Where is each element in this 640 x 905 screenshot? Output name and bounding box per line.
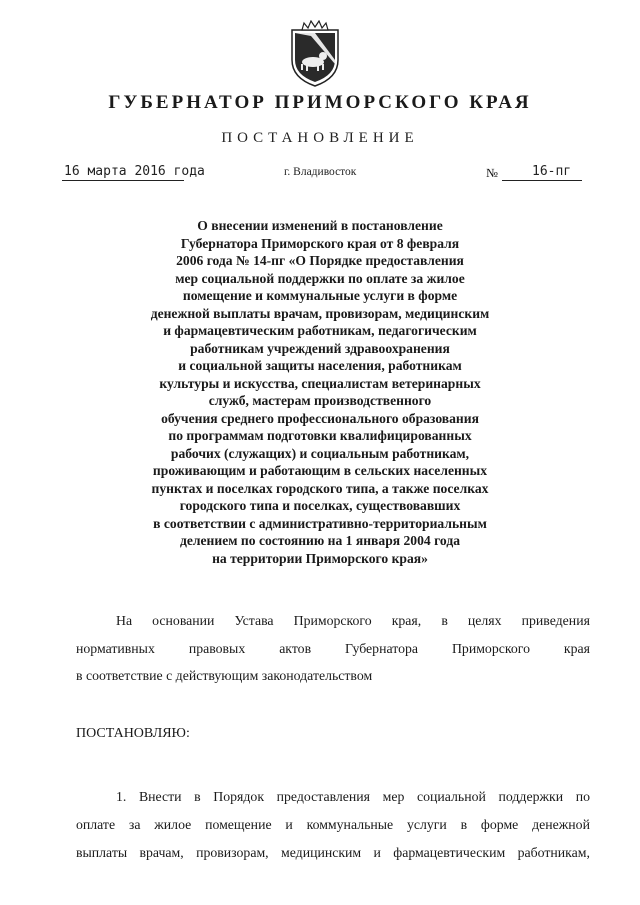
decree-heading: ПОСТАНОВЛЯЮ: [76,726,190,741]
word: мер [382,789,405,804]
document-date [64,164,205,179]
coat-of-arms-icon [288,20,342,88]
title-line: обучения среднего профессионального образования [161,410,479,426]
word: медицинским [281,845,362,860]
word: актов [279,641,312,656]
word: в [441,613,448,628]
word: Приморского [293,613,372,628]
word: врачам, [139,845,184,860]
authority-heading: ГУБЕРНАТОР ПРИМОРСКОГО КРАЯ [108,92,532,113]
title-line: работникам учреждений здравоохранения [190,340,450,356]
word: правовых [188,641,246,656]
word: 1. [116,789,127,804]
word: услуги [406,817,447,832]
basis-line-1 [76,613,590,629]
word: денежной [532,817,590,832]
number-value: 16-пг [532,164,572,179]
word: оплате [76,817,116,832]
title-line: на территории Приморского края» [212,550,428,566]
title-line: в соответствии с административно-территориальным [153,515,487,531]
title-line: и социальной защиты населения, работникам [178,358,462,373]
item-1-line-1 [76,789,590,805]
title-line: денежной выплаты врачам, провизорам, медицинским [150,305,490,321]
word: Внести [138,789,182,804]
word: Устава [234,613,274,628]
word: предоставления [276,789,371,804]
basis-line-3: в соответствие с действующим законодательством [76,668,373,683]
document-number [486,164,582,182]
word: Приморского [451,641,530,656]
title-line: О внесении изменений в постановление [197,218,443,233]
word: фармацевтическим [393,845,506,860]
document-title [120,217,520,567]
date-value: 16 марта 2016 года [64,164,205,179]
word: в [460,817,468,832]
word: выплаты [76,845,128,860]
title-line: делением по состоянию на 1 января 2004 года [179,533,461,548]
number-sign: № [486,166,498,180]
title-line: городского типа и поселках, существовавших [179,498,461,513]
word: форме [480,817,519,832]
word: коммунальные [306,817,394,832]
title-line: помещение и коммунальные услуги в форме [182,288,458,303]
title-line: рабочих (служащих) и социальным работникам, [170,445,470,461]
word: Губернатора [345,641,418,656]
word: приведения [521,613,590,628]
document-city: г. Владивосток [284,166,357,178]
word: помещение [205,817,272,832]
document-type: ПОСТАНОВЛЕНИЕ [221,130,419,146]
number-underline [502,180,582,181]
word: края [563,641,590,656]
word: социальной [417,789,486,804]
date-underline [62,180,184,181]
title-line: служб, мастерам производственного [208,393,432,408]
title-line: мер социальной поддержки по оплате за жилое [175,270,465,286]
word: и [285,817,293,832]
item-1-line-3 [76,845,590,861]
word: по [575,789,590,804]
word: и [373,845,381,860]
word: нормативных [76,641,155,656]
title-line: культуры и искусства, специалистам ветеринарных [159,375,481,391]
word: На [116,613,133,628]
word: в [194,789,201,804]
word: Порядок [213,789,265,804]
title-line: по программам подготовки квалифицированных [168,428,472,443]
basis-line-2 [76,641,590,657]
word: поддержки [498,789,564,804]
title-line: и фармацевтическим работникам, педагогическим [163,323,477,338]
word: работникам, [517,845,590,860]
word: провизорам, [196,845,269,860]
word: края, [391,613,422,628]
word: жилое [154,817,192,832]
title-line: 2006 года № 14-пг «О Порядке предоставления [176,253,464,268]
item-1-line-2 [76,817,590,833]
word: за [128,817,141,832]
title-line: пунктах и поселках городского типа, а также поселках [151,480,489,496]
word: основании [152,613,215,628]
title-line: проживающим и работающим в сельских населенных [152,463,488,478]
title-line: Губернатора Приморского края от 8 февраля [180,235,460,251]
word: целях [467,613,502,628]
